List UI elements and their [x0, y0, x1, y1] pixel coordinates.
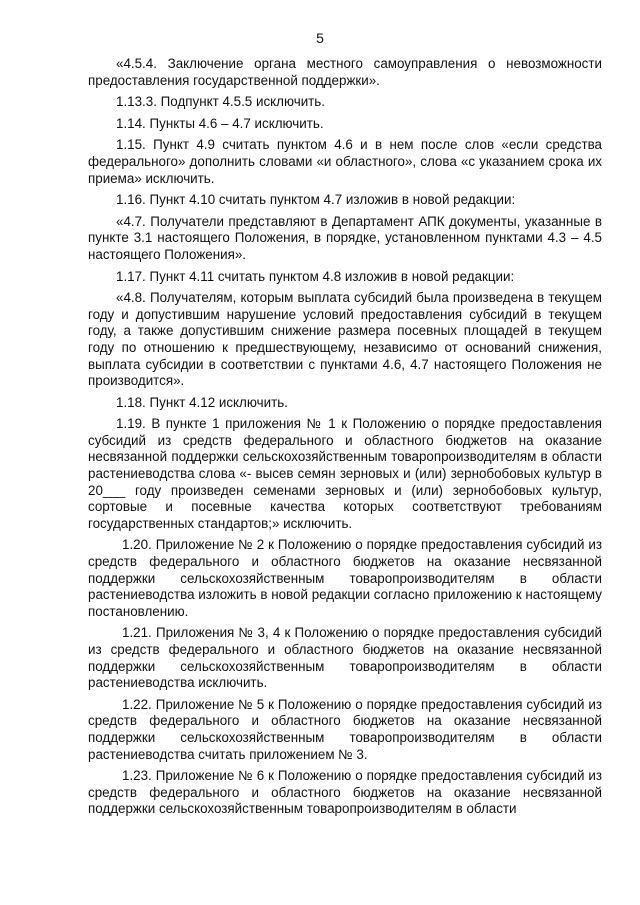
paragraph-1-21: 1.21. Приложения № 3, 4 к Положению о порядке предоставления субсидий из средств федерального и областного бюджетов на оказание несвязанной поддержки сельскохозяйственным товаропроизводителям в области растениеводства исключить. — [88, 625, 602, 691]
paragraph-1-22: 1.22. Приложение № 5 к Положению о порядке предоставления субсидий из средств федерального и областного бюджетов на оказание несвязанной поддержки сельскохозяйственным товаропроизводителям в области растениеводства считать приложением № 3. — [88, 696, 602, 762]
paragraph-1-20: 1.20. Приложение № 2 к Положению о порядке предоставления субсидий из средств федерального и областного бюджетов на оказание несвязанной поддержки сельскохозяйственным товаропроизводителям в области растениеводства изложить в новой редакции согласно приложению к настоящему постановлению. — [88, 537, 602, 619]
paragraph-4-5-4: «4.5.4. Заключение органа местного самоуправления о невозможности предоставления государственной поддержки». — [88, 56, 602, 88]
paragraph-1-14: 1.14. Пункты 4.6 – 4.7 исключить. — [116, 115, 324, 131]
paragraph-1-16: 1.16. Пункт 4.10 считать пунктом 4.7 изложив в новой редакции: — [116, 192, 516, 208]
paragraph-1-23: 1.23. Приложение № 6 к Положению о порядке предоставления субсидий из средств федерального и областного бюджетов на оказание несвязанной поддержки сельскохозяйственным товаропроизводителям в области — [88, 768, 602, 817]
paragraph-1-19: 1.19. В пункте 1 приложения № 1 к Положению о порядке предоставления субсидий из средств федерального и областного бюджетов на оказание несвязанной поддержки сельскохозяйственным товаропроизводителям в области растениеводства слова «- высев семян зерновых и (или) зернобобовых культур в 20___ году произведен семенами зерновых и (или) зернобобовых культур, сортовые и посевные качества которых соответствуют требованиям государственных стандартов;» исключить. — [88, 416, 602, 531]
paragraph-4-7: «4.7. Получатели представляют в Департамент АПК документы, указанные в пункте 3.1 настоящего Положения, в порядке, установленном пунктами 4.3 – 4.5 настоящего Положения». — [88, 213, 602, 262]
paragraph-4-8: «4.8. Получателям, которым выплата субсидий была произведена в текущем году и допустившим нарушение условий предоставления субсидий в текущем году, а также допустившим снижение размера посевных площадей в текущем году по отношению к предшествующему, независимо от оснований снижения, выплата субсидии в соответствии с пунктами 4.6, 4.7 настоящего Положения не производится». — [88, 290, 602, 389]
paragraph-1-13-3: 1.13.3. Подпункт 4.5.5 исключить. — [116, 94, 325, 110]
paragraph-1-18: 1.18. Пункт 4.12 исключить. — [116, 394, 288, 410]
document-body — [88, 56, 602, 823]
paragraph-1-17: 1.17. Пункт 4.11 считать пунктом 4.8 изложив в новой редакции: — [116, 268, 515, 284]
page-number: 5 — [316, 30, 324, 46]
paragraph-1-15: 1.15. Пункт 4.9 считать пунктом 4.6 и в нем после слов «если средства федерального» дополнить словами «и областного», слова «с указанием срока их приема» исключить. — [88, 137, 602, 186]
